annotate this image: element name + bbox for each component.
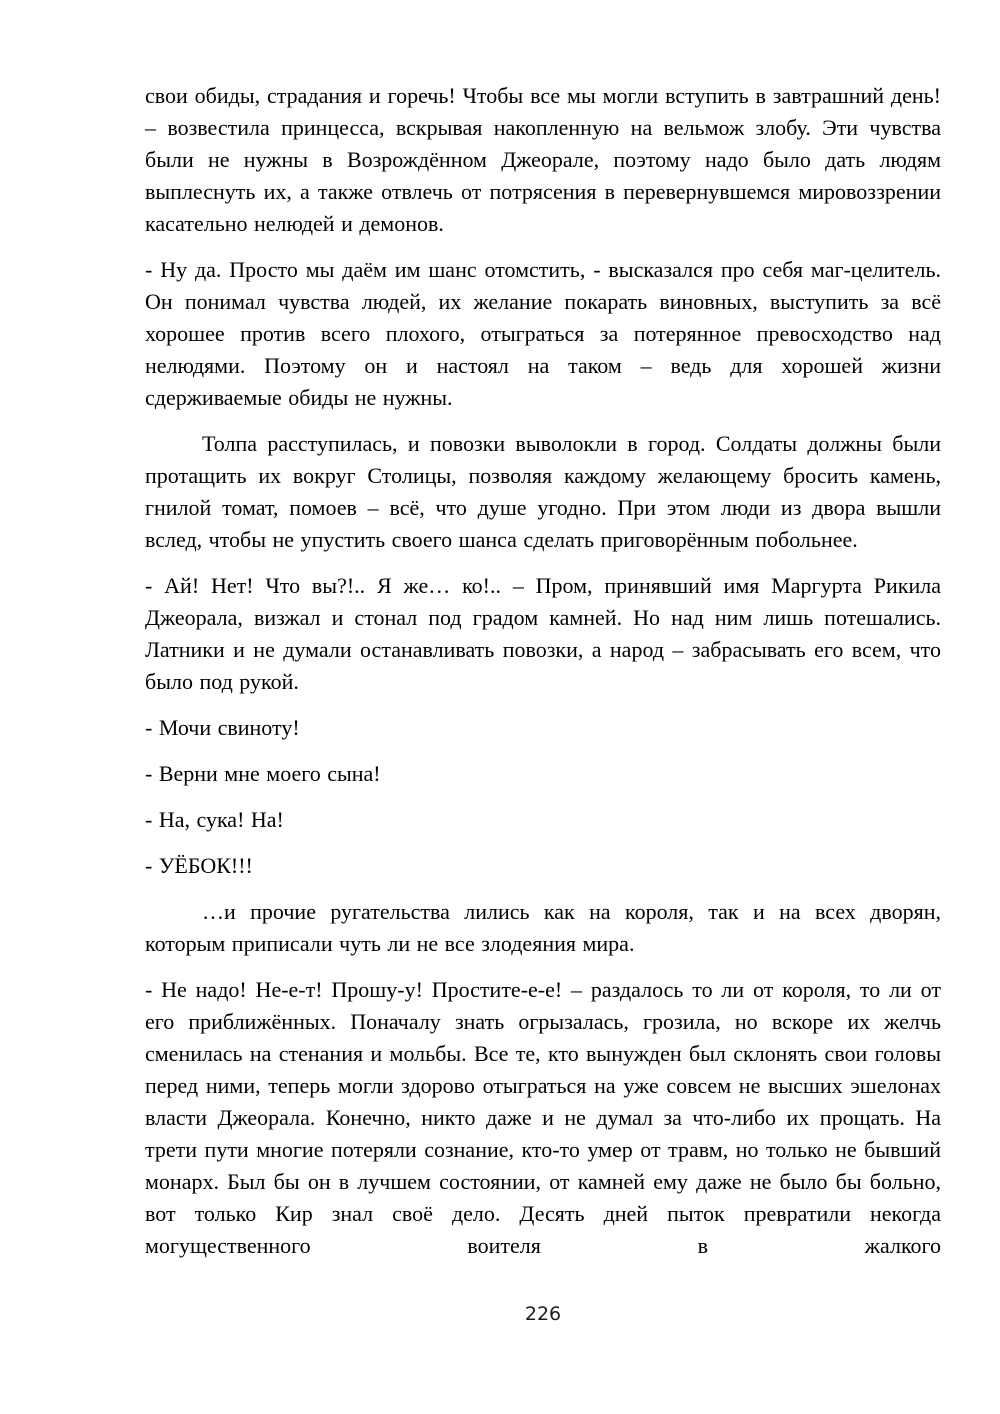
paragraph-4-dialogue: - Ай! Нет! Что вы?!.. Я же… ко!.. – Пром, принявший имя Маргурта Рикила Джеорала, визжал и стонал под градом камней. Но над ним лишь потешались. Латники и не думали останавливать повозки, а народ – забрасывать его всем, что было под рукой.: [145, 573, 941, 694]
dialogue-line-2: - Верни мне моего сына!: [145, 761, 381, 786]
paragraph-3: Толпа расступилась, и повозки выволокли в город. Солдаты должны были протащить их вокруг Столицы, позволяя каждому желающему бросить камень, гнилой томат, помоев – всё, что душе угодно. При этом люди из двора вышли вслед, чтобы не упустить своего шанса сделать приговорённым побольнее.: [145, 431, 941, 552]
paragraph-10-dialogue: - Не надо! Не-е-т! Прошу-у! Простите-е-е! – раздалось то ли от короля, то ли от его приближённых. Поначалу знать огрызалась, грозила, но вскоре их желчь сменилась на стенания и мольбы. Все те, кто вынужден был склонять свои головы перед ними, теперь могли здорово отыграться на уже совсем не высших эшелонах власти Джеорала. Конечно, никто даже и не думал за что-либо их прощать. На трети пути многие потеряли сознание, кто-то умер от травм, но только не бывший монарх. Был бы он в лучшем состоянии, от камней ему даже не было бы больно, вот только Кир знал своё дело. Десять дней пыток превратили некогда могущественного воителя в жалкого: [145, 977, 941, 1258]
page-number: 226: [524, 1303, 562, 1325]
paragraph-9: …и прочие ругательства лились как на короля, так и на всех дворян, которым приписали чуть ли не все злодеяния мира.: [145, 899, 941, 956]
dialogue-line-1: - Мочи свиноту!: [145, 715, 300, 740]
paragraph-1: свои обиды, страдания и горечь! Чтобы все мы могли вступить в завтрашний день! – возвестила принцесса, вскрывая накопленную на вельмож злобу. Эти чувства были не нужны в Возрождённом Джеорале, поэтому надо было дать людям выплеснуть их, а также отвлечь от потрясения в перевернувшемся мировоззрении касательно нелюдей и демонов.: [145, 83, 941, 236]
book-page-text: [145, 80, 941, 1276]
paragraph-2-dialogue: - Ну да. Просто мы даём им шанс отомстить, - высказался про себя маг-целитель. Он понимал чувства людей, их желание покарать виновных, выступить за всё хорошее против всего плохого, отыграться за потерянное превосходство над нелюдями. Поэтому он и настоял на таком – ведь для хорошей жизни сдерживаемые обиды не нужны.: [145, 257, 941, 410]
dialogue-line-3: - На, сука! На!: [145, 807, 284, 832]
dialogue-line-4: - УЁБОК!!!: [145, 853, 253, 878]
